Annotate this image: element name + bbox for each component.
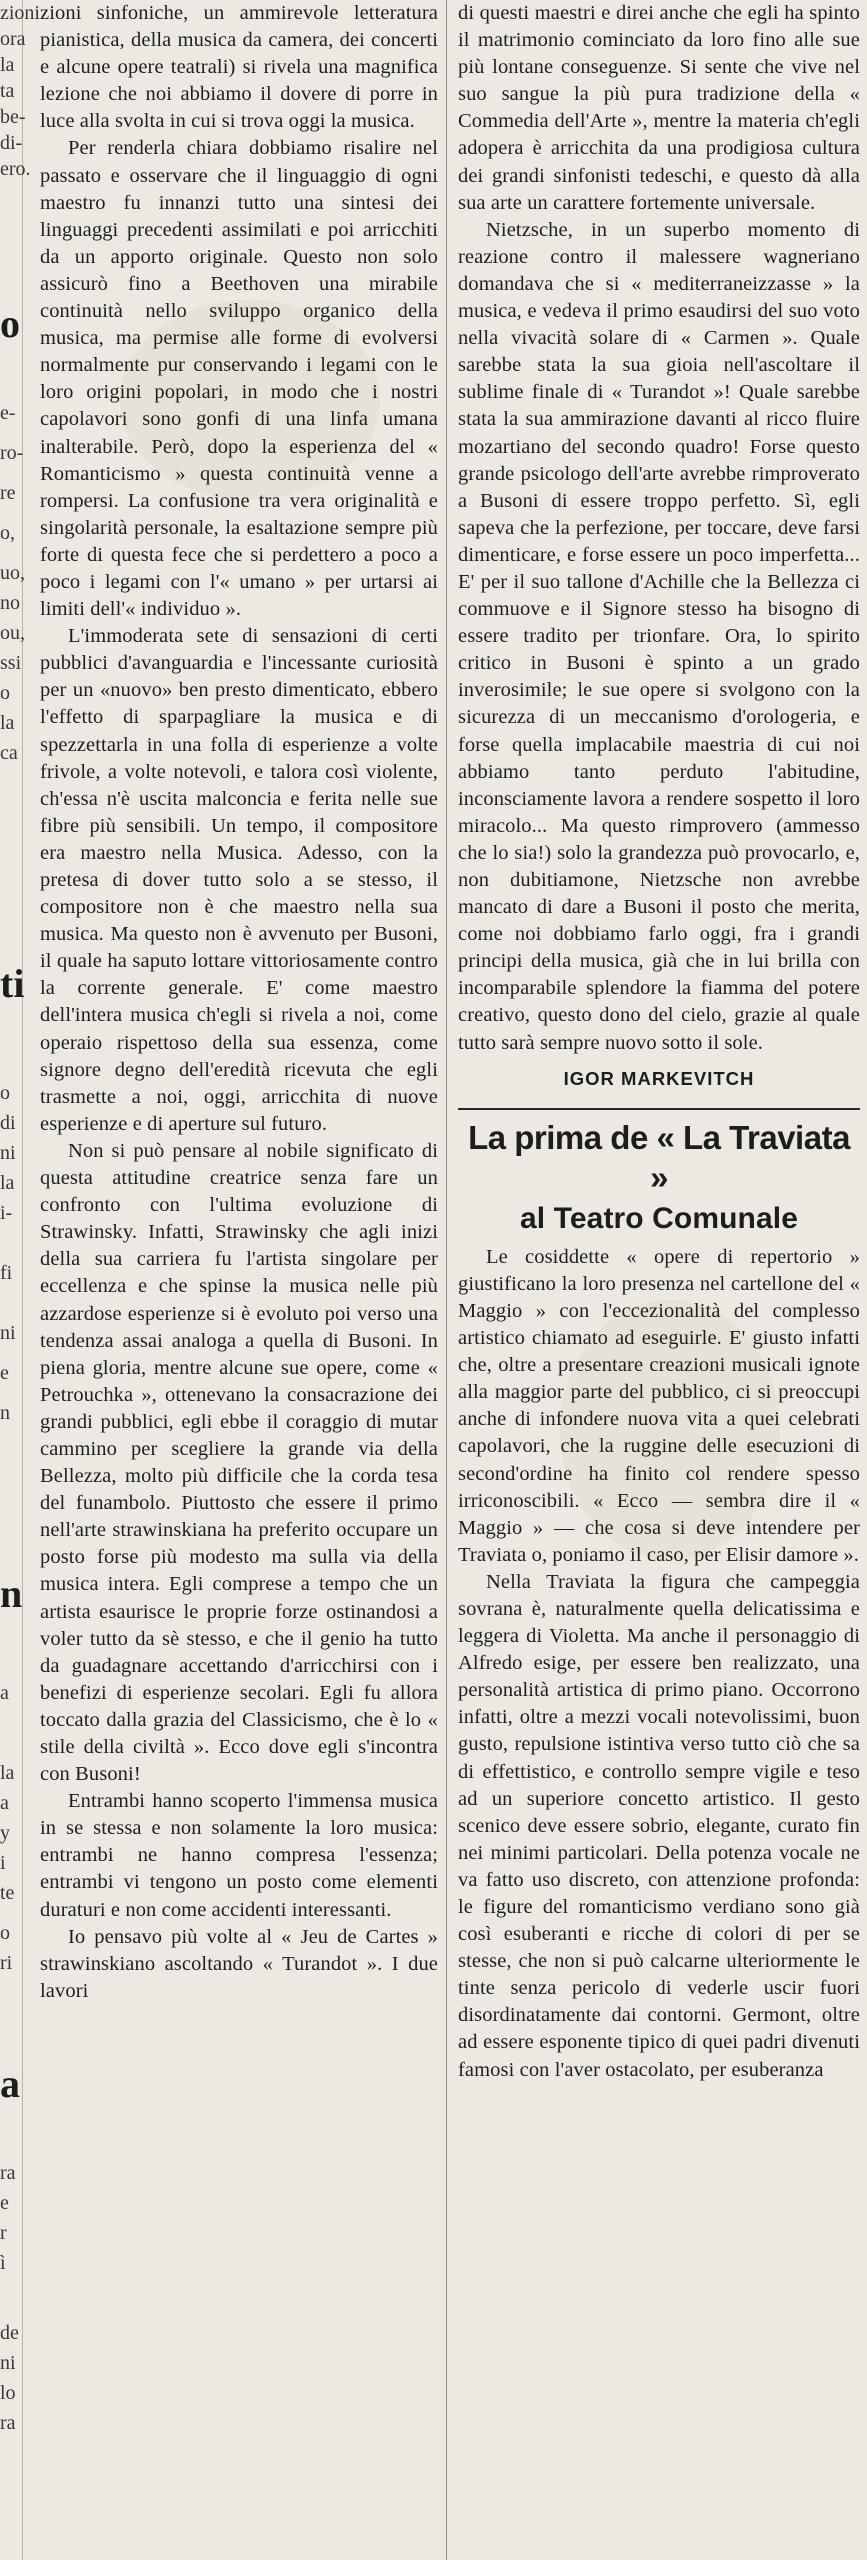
- edge-text: a: [0, 2061, 20, 2106]
- section-rule: [458, 1108, 860, 1110]
- edge-text: ra: [0, 2412, 16, 2434]
- edge-text: i: [0, 1852, 6, 1874]
- article-subheadline: al Teatro Comunale: [520, 1201, 798, 1235]
- article-paragraph: Non si può pensare al nobile significato di questa attitudine creatrice senza fare un confronto con l'ultima evoluzione di Strawinsky. Infatti, Strawinsky che agli inizi della sua carriera fu l'artista singolare per eccellenza e che spinse la musica nelle più azzardose esperienze si è evoluto poi verso una tendenza assai analoga a quella di Busoni. In piena gloria, mentre alcune sue opere, come « Petrouchka », ottenevano la consacrazione dei grandi pubblici, egli ebbe il coraggio di mutar cammino per scegliere la grande via della Bellezza, molto più difficile che la corda tesa del funambolo. Piuttosto che essere il primo nell'arte strawinskiana ha preferito occupare un posto forse più modesto ma sulla via della musica intera. Egli comprese a tempo che un artista esaurisce le proprie forze ostinandosi a voler tutto da sè stesso, e che il genio ha tutto da guadagnare accettando d'arricchirsi con i benefizi di esperienze secolari. Egli fu allora toccato dalla grazia del Classicismo, che è lo « stile della civiltà ». Ecco dove egli s'incontra con Busoni!: [40, 1139, 438, 1786]
- edge-text: ou,: [0, 622, 25, 644]
- edge-text: o: [0, 1082, 10, 1104]
- edge-text: o: [0, 682, 10, 704]
- article-paragraph: Nella Traviata la figura che campeggia sovrana è, naturalmente quella delicatissima e leggera di Violetta. Ma anche il personaggio di Alfredo esige, per essere ben realizzato, una personalità artistica di primo piano. Occorrono infatti, oltre a mezzi vocali notevolissimi, buon gusto, repulsione istintiva verso tutto ciò che sa di effettistico, e controllo sempre vigile e teso ad un superiore concetto artistico. Il gesto scenico deve essere sobrio, elegante, curato fin nei minimi particolari. Della potenza vocale ne va fatto uso discreto, con attenzione profonda: le figure del romanticismo verdiano sono già così esuberanti e ricche di colori di per se stesse, che non si può calcarne ulteriormente le tinte senza pericolo di vederle uscir fuori disordinatamente dai contorni. Germont, oltre ad essere esponente tipico di quei padri divenuti famosi con l'aver ostacolato, per esuberanza: [458, 1570, 860, 2081]
- author-signature: IGOR MARKEVITCH: [563, 1067, 755, 1089]
- edge-text: di-: [0, 132, 23, 154]
- edge-text: uo,: [0, 562, 25, 584]
- edge-text: e: [0, 1362, 9, 1384]
- edge-text: la: [0, 1762, 15, 1784]
- edge-text: lo: [0, 2382, 16, 2404]
- edge-text: ca: [0, 742, 18, 764]
- article-paragraph: di questi maestri e direi anche che egli ha spinto il matrimonio cominciato da loro fino alle sue più lontane conseguenze. Si sente che vive nel suo sangue la più pura tradizione della « Commedia dell'Arte », mentre la materia ch'egli adopera è arricchita da una prodigiosa cultura dei grandi sinfonisti tedeschi, e questo dà alla sua arte un carattere fortemente universale.: [458, 2, 860, 214]
- article-column-left: [40, 0, 438, 2005]
- edge-text: la: [0, 712, 15, 734]
- edge-text: re: [0, 482, 16, 504]
- edge-text: di: [0, 1112, 16, 1134]
- edge-text: r: [0, 2222, 7, 2244]
- article-paragraph: Nietzsche, in un superbo momento di reazione contro il malessere wagneriano domandava che si « mediterraneizzasse » la musica, e vedeva il primo esaudirsi del suo voto nella vivacità solare di « Carmen ». Quale sarebbe stata la sua gioia nell'ascoltare il sublime finale di « Turandot »! Quale sarebbe stata la sua ammirazione davanti al ricco fluire mozartiano del secondo quadro! Forse questo grande psicologo dell'arte avrebbe rimproverato a Busoni di essere troppo perfetto. Sì, egli sapeva che la perfezione, per toccare, deve farsi dimenticare, e forse essere un poco imperfetta... E' per il suo tallone d'Achille che la Bellezza ci commuove e il Signore stesso ha bisogno di essere tradito per trionfare. Ora, lo spirito critico in Busoni è spinto a un grado inverosimile; le sue opere si svolgono con la sicurezza di un meccanismo d'orologeria, e forse quella implacabile maestria di cui noi abbiamo tanto perduto l'abitudine, inconsciamente lavora a rendere sospetto il loro miracolo... Ma questo rimprovero (ammesso che lo sia!) solo la grandezza può provocarlo, e, non dubitiamone, Nietzsche non avrebbe mancato di dare a Busoni il posto che merita, come noi dobbiamo farlo oggi, fra i grandi principi della musica, già che in lui brilla con incomparabile splendore la fiamma del potere creativo, questo dono del cielo, grazie al quale tutto sarà sempre nuovo sotto il sole.: [458, 218, 860, 1054]
- edge-text: fi: [0, 1262, 13, 1284]
- edge-text: ni: [0, 1322, 16, 1344]
- edge-text: ra: [0, 2162, 16, 2184]
- edge-text: zioni: [0, 2, 40, 24]
- edge-text: n: [0, 1402, 10, 1424]
- edge-text: e-: [0, 402, 16, 424]
- edge-text: ro-: [0, 442, 24, 464]
- article-paragraph: Le cosiddette « opere di repertorio » giustificano la loro presenza nel cartellone del « Maggio » con l'eccezionalità del complesso artistico chiamato ad eseguirle. E' giusto infatti che, oltre a presentare creazioni musicali ignote alla maggior parte del pubblico, ci si preoccupi anche di infondere nuova vita a quei celebrati capolavori, che la ruggine delle esecuzioni di second'ordine ha finito col rendere spesso irriconoscibili. « Ecco — sembra dire il « Maggio » — che cosa si deve intendere per Traviata o, poniamo il caso, per Elisir damore ».: [458, 1245, 860, 1566]
- article-paragraph: Per renderla chiara dobbiamo risalire nel passato e osservare che il linguaggio di ogni maestro fu innanzi tutto una sintesi dei linguaggi precedenti assimilati e poi arricchiti da un apporto originale. Questo non solo assicurò fino a Beethoven una mirabile continuità nello sviluppo organico della musica, ma permise alle forme di evolversi normalmente pur conservando i legami con le loro origini popolari, in modo che i nostri capolavori sono gonfi di una linfa umana inalterabile. Però, dopo la esperienza del « Romanticismo » questa continuità venne a rompersi. La confusione tra vera originalità e singolarità personale, la esaltazione sempre più forte di questa fece che si perdettero a poco a poco i legami con l'« umano » per urtarsi ai limiti dell'« individuo ».: [40, 137, 438, 621]
- edge-text: ssi: [0, 652, 22, 674]
- column-divider: [446, 0, 447, 2560]
- edge-text: o,: [0, 522, 15, 544]
- article-paragraph: Io pensavo più volte al « Jeu de Cartes » strawinskiano ascoltando « Turandot ». I due lavori: [40, 1925, 438, 2002]
- article-paragraph: L'immoderata sete di sensazioni di certi pubblici d'avanguardia e l'incessante curiosità per un «nuovo» ben presto dimenticato, ebbero l'effetto di sparpagliare la musica e di spezzettarla in una folla di esperienze a volte frivole, a volte notevoli, e talora così violente, ch'essa n'è uscita malconcia e ferita nelle sue fibre più sensibili. Un tempo, il compositore era maestro nella Musica. Adesso, con la pretesa di dover tutto solo a se stesso, il compositore non è che maestro nella sua musica. Ma questo non è avvenuto per Busoni, il quale ha saputo lottare vittoriosamente contro la corrente generale. E' come maestro dell'intera musica ch'egli si rivela a noi, come operaio rispettoso della sua essenza, come signore degno dell'eredità ricevuta che egli trasmette a noi, oggi, arricchita di nuove esperienze e di aperture sul futuro.: [40, 625, 438, 1135]
- article-column-right: [458, 0, 860, 2084]
- edge-text: ti: [0, 961, 25, 1006]
- edge-text: ora: [0, 28, 26, 50]
- edge-text: ì: [0, 2252, 6, 2274]
- edge-text: y: [0, 1822, 10, 1844]
- edge-text: te: [0, 1882, 15, 1904]
- article-paragraph: Entrambi hanno scoperto l'immensa musica in se stessa e non solamente la loro musica: entrambi ne hanno compresa l'essenza; entrambi vi tengono un posto come elementi duraturi e non come accidenti interessanti.: [40, 1790, 438, 1921]
- article-headline: La prima de « La Traviata »: [468, 1118, 850, 1196]
- edge-text: la: [0, 1172, 15, 1194]
- edge-text: no: [0, 592, 20, 614]
- edge-text: o: [0, 301, 20, 346]
- edge-text: a: [0, 1792, 9, 1814]
- edge-text: i-: [0, 1202, 13, 1224]
- edge-text: ero.: [0, 158, 31, 180]
- edge-text: ni: [0, 2352, 16, 2374]
- edge-text: ni: [0, 1142, 16, 1164]
- edge-text: de: [0, 2322, 19, 2344]
- article-paragraph: zioni sinfoniche, un ammirevole letteratura pianistica, della musica da camera, dei concerti e alcune opere teatrali) si rivela una magnifica lezione che noi abbiamo il dovere di porre in luce alla svolta in cui si trova oggi la musica.: [40, 2, 438, 133]
- edge-text: ri: [0, 1952, 13, 1974]
- edge-text: n: [0, 1571, 23, 1616]
- edge-text: e: [0, 2192, 9, 2214]
- adjacent-column-fragment: [0, 0, 40, 2560]
- edge-text: o: [0, 1922, 10, 1944]
- edge-text: a: [0, 1682, 9, 1704]
- edge-text: be-: [0, 106, 26, 128]
- edge-text: la: [0, 54, 15, 76]
- edge-text: ta: [0, 80, 15, 102]
